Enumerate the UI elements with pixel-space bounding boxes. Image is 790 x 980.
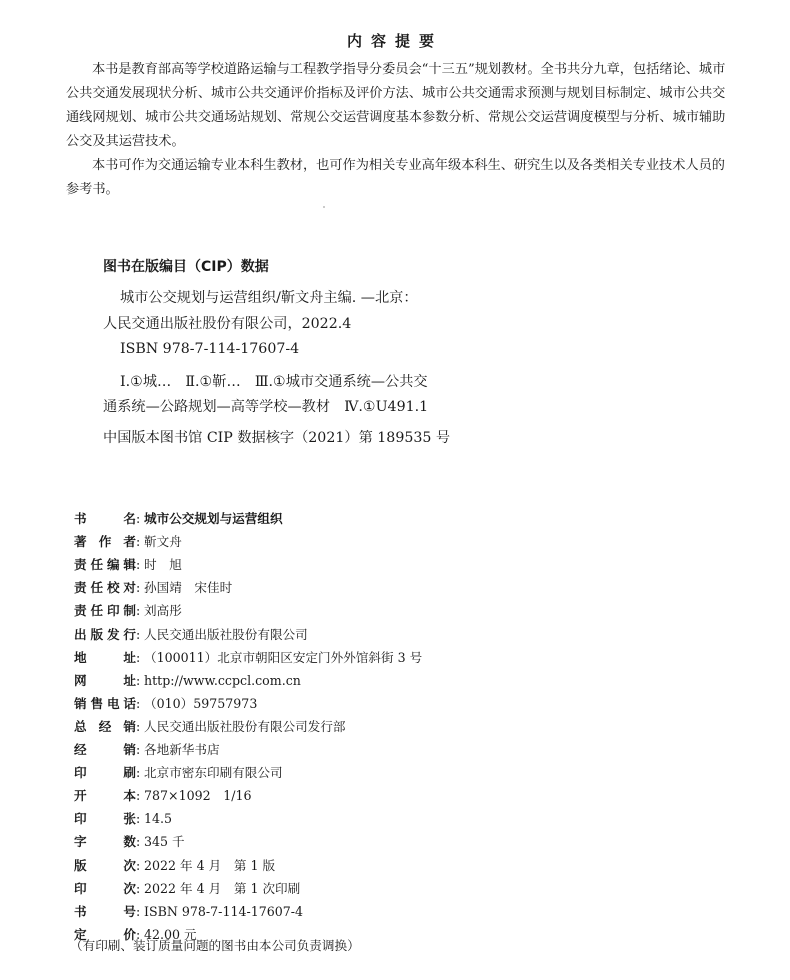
info-value: 787×1092 1/16 (144, 788, 252, 804)
summary-title: 内容提要 (346, 32, 443, 50)
label-separator: : (136, 857, 141, 873)
info-label: 网址 (74, 672, 136, 688)
info-label: 销售电话 (74, 695, 136, 711)
info-row (74, 902, 303, 922)
info-value: http://www.ccpcl.com.cn (144, 672, 301, 688)
info-label: 地址 (74, 649, 136, 665)
label-separator: : (136, 580, 141, 596)
label-separator: : (136, 534, 141, 550)
label-separator: : (136, 557, 141, 573)
info-row (74, 578, 232, 598)
info-value: 345 千 (144, 834, 185, 850)
info-value: ISBN 978-7-114-17607-4 (144, 903, 304, 919)
cip-line-2: 人民交通出版社股份有限公司，2022.4 (103, 316, 352, 332)
info-row (74, 601, 182, 621)
info-label: 经销 (74, 742, 136, 757)
info-label: 印次 (74, 880, 136, 896)
label-separator: : (136, 511, 141, 526)
info-label: 印张 (74, 811, 136, 827)
info-value: 人民交通出版社股份有限公司发行部 (144, 718, 346, 734)
label-separator: : (136, 649, 141, 665)
label-separator: : (136, 626, 141, 642)
label-separator: : (136, 811, 141, 827)
info-label: 出版发行 (74, 626, 136, 642)
info-label: 著作者 (74, 534, 136, 550)
info-value: 城市公交规划与运营组织 (144, 511, 283, 526)
info-row (74, 671, 301, 691)
info-label: 总经销 (74, 718, 136, 734)
info-row (74, 532, 182, 552)
summary-paragraph-2: 本书可作为交通运输专业本科生教材，也可作为相关专业高年级本科生、研究生以及各类相关专业技术人员的参考书。 (66, 158, 725, 197)
info-row (74, 763, 283, 783)
info-value: 靳文舟 (144, 534, 182, 550)
info-value: 北京市密东印刷有限公司 (144, 765, 283, 781)
summary-paragraph-1: 本书是教育部高等学校道路运输与工程教学指导分委员会“十三五”规划教材。全书共分九章，包括绪论、城市公共交通发展现状分析、城市公共交通评价指标及评价方法、城市公共交通需求预测与规划目标制定、城市公共交通线网规划、城市公共交通场站规划、常规公交运营调度基本参数分析、常规公交运营调度模型与分析、城市辅助公交及其运营技术。 (66, 62, 726, 149)
label-separator: : (136, 903, 141, 919)
info-label: 书名 (74, 511, 136, 526)
info-value: 孙国靖 宋佳时 (144, 580, 233, 596)
info-value: 刘高彤 (144, 603, 182, 619)
info-value: 时 旭 (144, 557, 182, 573)
cip-classification-2: 通系统—公路规划—高等学校—教材 Ⅳ.①U491.1 (103, 399, 429, 415)
cip-classification-1: Ⅰ.①城… Ⅱ.①靳… Ⅲ.①城市交通系统—公共交 (120, 374, 428, 390)
cip-heading: 图书在版编目（CIP）数据 (103, 259, 269, 275)
info-value: （100011）北京市朝阳区安定门外外馆斜街 3 号 (144, 649, 423, 665)
info-row (74, 856, 275, 876)
label-separator: : (136, 695, 141, 711)
cip-line-1: 城市公交规划与运营组织/靳文舟主编. —北京： (120, 290, 418, 306)
info-row (74, 555, 182, 575)
info-value: 42.00 元 (144, 926, 197, 942)
label-separator: : (136, 834, 141, 850)
info-label: 书号 (74, 903, 136, 919)
info-row (74, 809, 172, 829)
label-separator: : (136, 765, 141, 781)
label-separator: : (136, 926, 141, 942)
info-value: 2022 年 4 月 第 1 版 (144, 857, 276, 873)
info-row (74, 832, 185, 852)
info-row (74, 786, 252, 806)
info-value: 14.5 (144, 811, 173, 827)
info-row (74, 740, 220, 760)
info-label: 字数 (74, 834, 136, 850)
label-separator: : (136, 603, 141, 619)
label-separator: : (136, 788, 141, 804)
info-row (74, 509, 283, 529)
label-separator: : (136, 880, 141, 896)
info-value: 各地新华书店 (144, 742, 220, 757)
info-label: 版次 (74, 857, 136, 873)
label-separator: : (136, 718, 141, 734)
info-row (74, 694, 257, 714)
info-label: 责任校对 (74, 580, 136, 596)
info-label: 开本 (74, 788, 136, 804)
cip-isbn: ISBN 978-7-114-17607-4 (120, 341, 300, 357)
info-row (74, 625, 308, 645)
info-label: 责任编辑 (74, 557, 136, 573)
info-value: 人民交通出版社股份有限公司 (144, 626, 308, 642)
info-value: 2022 年 4 月 第 1 次印刷 (144, 880, 301, 896)
info-row (74, 717, 346, 737)
info-row (74, 879, 300, 899)
cip-record-number: 中国版本图书馆 CIP 数据核字（2021）第 189535 号 (103, 430, 451, 446)
info-label: 印刷 (74, 765, 136, 781)
speck (323, 206, 325, 208)
info-label: 定价 (74, 926, 136, 942)
info-value: （010）59757973 (144, 695, 258, 711)
label-separator: : (136, 742, 141, 757)
label-separator: : (136, 672, 141, 688)
quality-note: （有印刷、装订质量问题的图书由本公司负责调换） (70, 938, 360, 953)
info-row (74, 648, 422, 668)
info-label: 责任印制 (74, 603, 136, 619)
